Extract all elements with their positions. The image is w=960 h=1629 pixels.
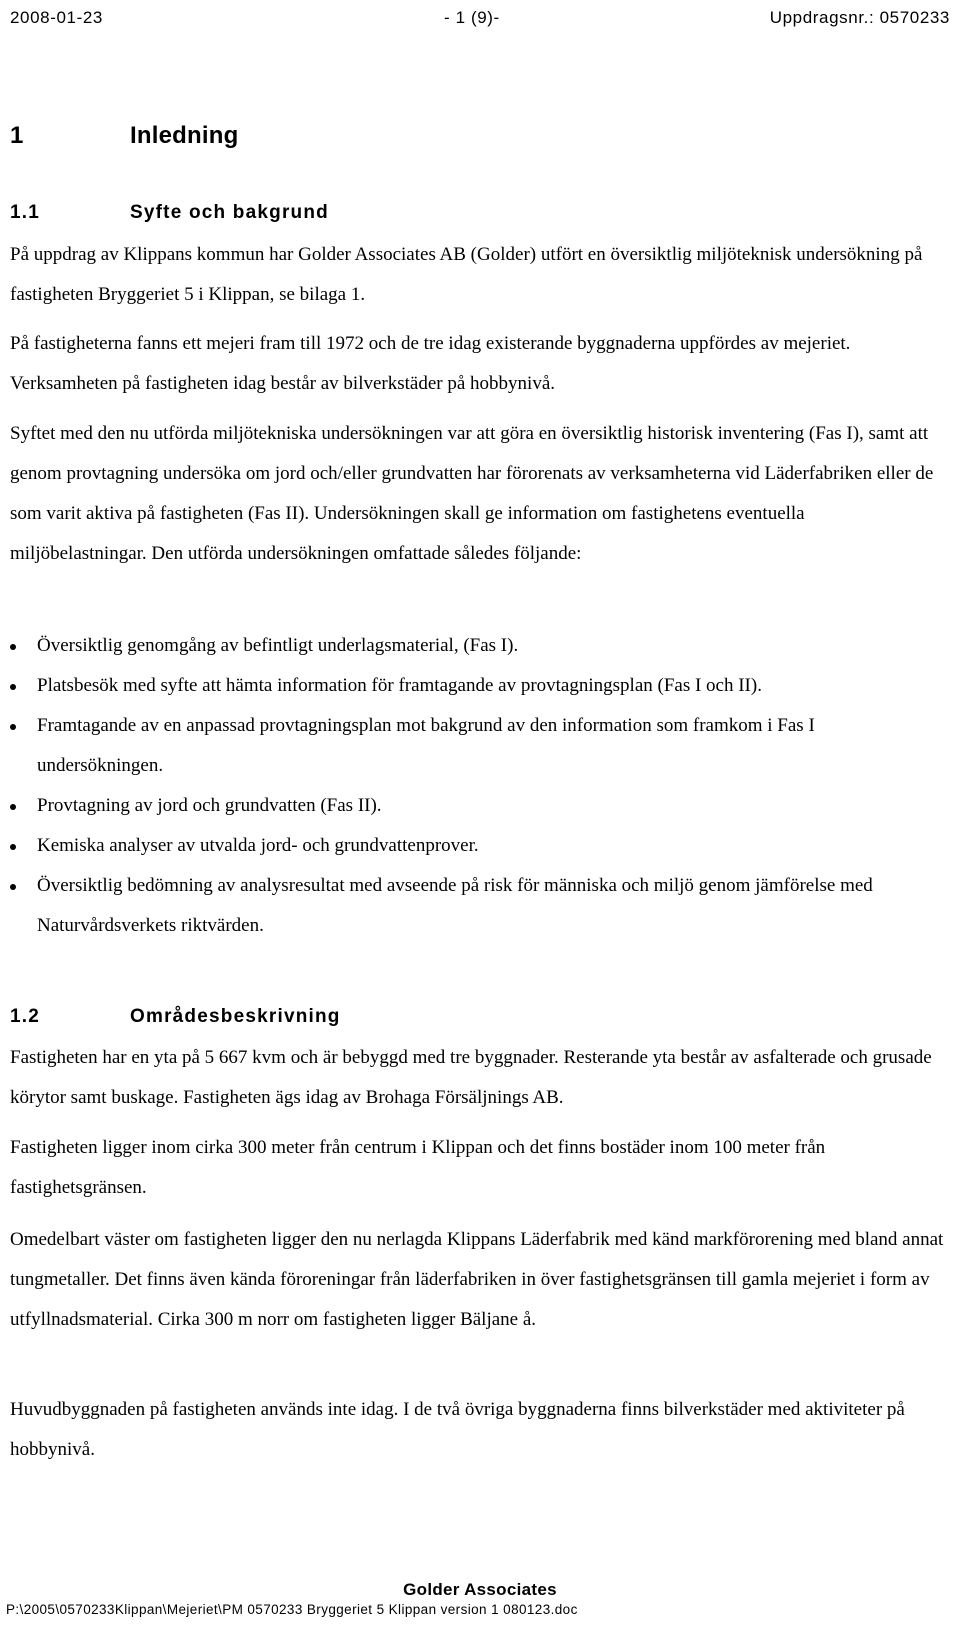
scope-bullet-list: [10, 626, 945, 946]
list-item: [10, 786, 945, 826]
bullet-icon: [10, 844, 16, 850]
header-date: 2008-01-23: [10, 8, 103, 27]
heading-number: 1.1: [10, 202, 41, 223]
bullet-icon: [10, 724, 16, 730]
heading-number: 1: [10, 122, 24, 149]
list-item-text: Översiktlig genomgång av befintligt underlagsmaterial, (Fas I).: [37, 635, 519, 656]
list-item: [10, 666, 945, 706]
bullet-icon: [10, 884, 16, 890]
list-item: [10, 626, 945, 666]
bullet-icon: [10, 684, 16, 690]
heading-number: 1.2: [10, 1006, 41, 1027]
paragraph: Fastigheten ligger inom cirka 300 meter från centrum i Klippan och det finns bostäder inom 100 meter från fastighetsgränsen.: [10, 1137, 826, 1198]
paragraph: Fastigheten har en yta på 5 667 kvm och är bebyggd med tre byggnader. Resterande yta består av asfalterade och grusade körytor samt buskage. Fastigheten ägs idag av Brohaga Försäljnings AB.: [10, 1047, 932, 1108]
heading-title: Inledning: [130, 122, 239, 149]
footer-company-name: Golder Associates: [403, 1580, 557, 1599]
list-item-text: Översiktlig bedömning av analysresultat med avseende på risk för människa och miljö genom jämförelse med Naturvårdsverkets riktvärden.: [37, 875, 873, 936]
bullet-icon: [10, 644, 16, 650]
list-item: [10, 866, 945, 946]
list-item: [10, 706, 945, 786]
bullet-icon: [10, 804, 16, 810]
header-page-number: - 1 (9)-: [444, 8, 500, 27]
list-item: [10, 826, 945, 866]
list-item-text: Framtagande av en anpassad provtagningsplan mot bakgrund av den information som framkom i Fas I undersökningen.: [37, 715, 815, 776]
list-item-text: Kemiska analyser av utvalda jord- och grundvattenprover.: [37, 835, 479, 856]
list-item-text: Platsbesök med syfte att hämta information för framtagande av provtagningsplan (Fas I och II).: [37, 675, 762, 696]
heading-section-1-2: [10, 1006, 341, 1028]
paragraph: Syftet med den nu utförda miljötekniska undersökningen var att göra en översiktlig historisk inventering (Fas I), samt att genom provtagning undersöka om jord och/eller grundvatten har förorenats av verksamheterna vid Läderfabriken eller de som varit aktiva på fastigheten (Fas II). Undersökningen skall ge information om fastighetens eventuella miljöbelastningar. Den utförda undersökningen omfattade således följande:: [10, 423, 934, 564]
list-item-text: Provtagning av jord och grundvatten (Fas II).: [37, 795, 382, 816]
heading-section-1-1: [10, 202, 329, 224]
paragraph: På uppdrag av Klippans kommun har Golder Associates AB (Golder) utfört en översiktlig miljöteknisk undersökning på fastigheten Bryggeriet 5 i Klippan, se bilaga 1.: [10, 244, 923, 305]
paragraph: Omedelbart väster om fastigheten ligger den nu nerlagda Klippans Läderfabrik med känd markförorening med bland annat tungmetaller. Det finns även kända föroreningar från läderfabriken in över fastighetsgränsen till gamla mejeriet i form av utfyllnadsmaterial. Cirka 300 m norr om fastigheten ligger Bäljane å.: [10, 1229, 944, 1330]
header-assignment-number: Uppdragsnr.: 0570233: [769, 8, 950, 27]
heading-title: Syfte och bakgrund: [130, 202, 329, 223]
heading-title: Områdesbeskrivning: [130, 1006, 341, 1027]
page-header: [10, 8, 950, 32]
paragraph: Huvudbyggnaden på fastigheten används inte idag. I de två övriga byggnaderna finns bilverkstäder med aktiviteter på hobbynivå.: [10, 1399, 905, 1460]
footer-file-path: P:\2005\0570233Klippan\Mejeriet\PM 0570233 Bryggeriet 5 Klippan version 1 080123.doc: [6, 1602, 578, 1617]
heading-section-1: [10, 122, 238, 150]
paragraph: På fastigheterna fanns ett mejeri fram till 1972 och de tre idag existerande byggnaderna uppfördes av mejeriet. Verksamheten på fastigheten idag består av bilverkstäder på hobbynivå.: [10, 333, 851, 394]
